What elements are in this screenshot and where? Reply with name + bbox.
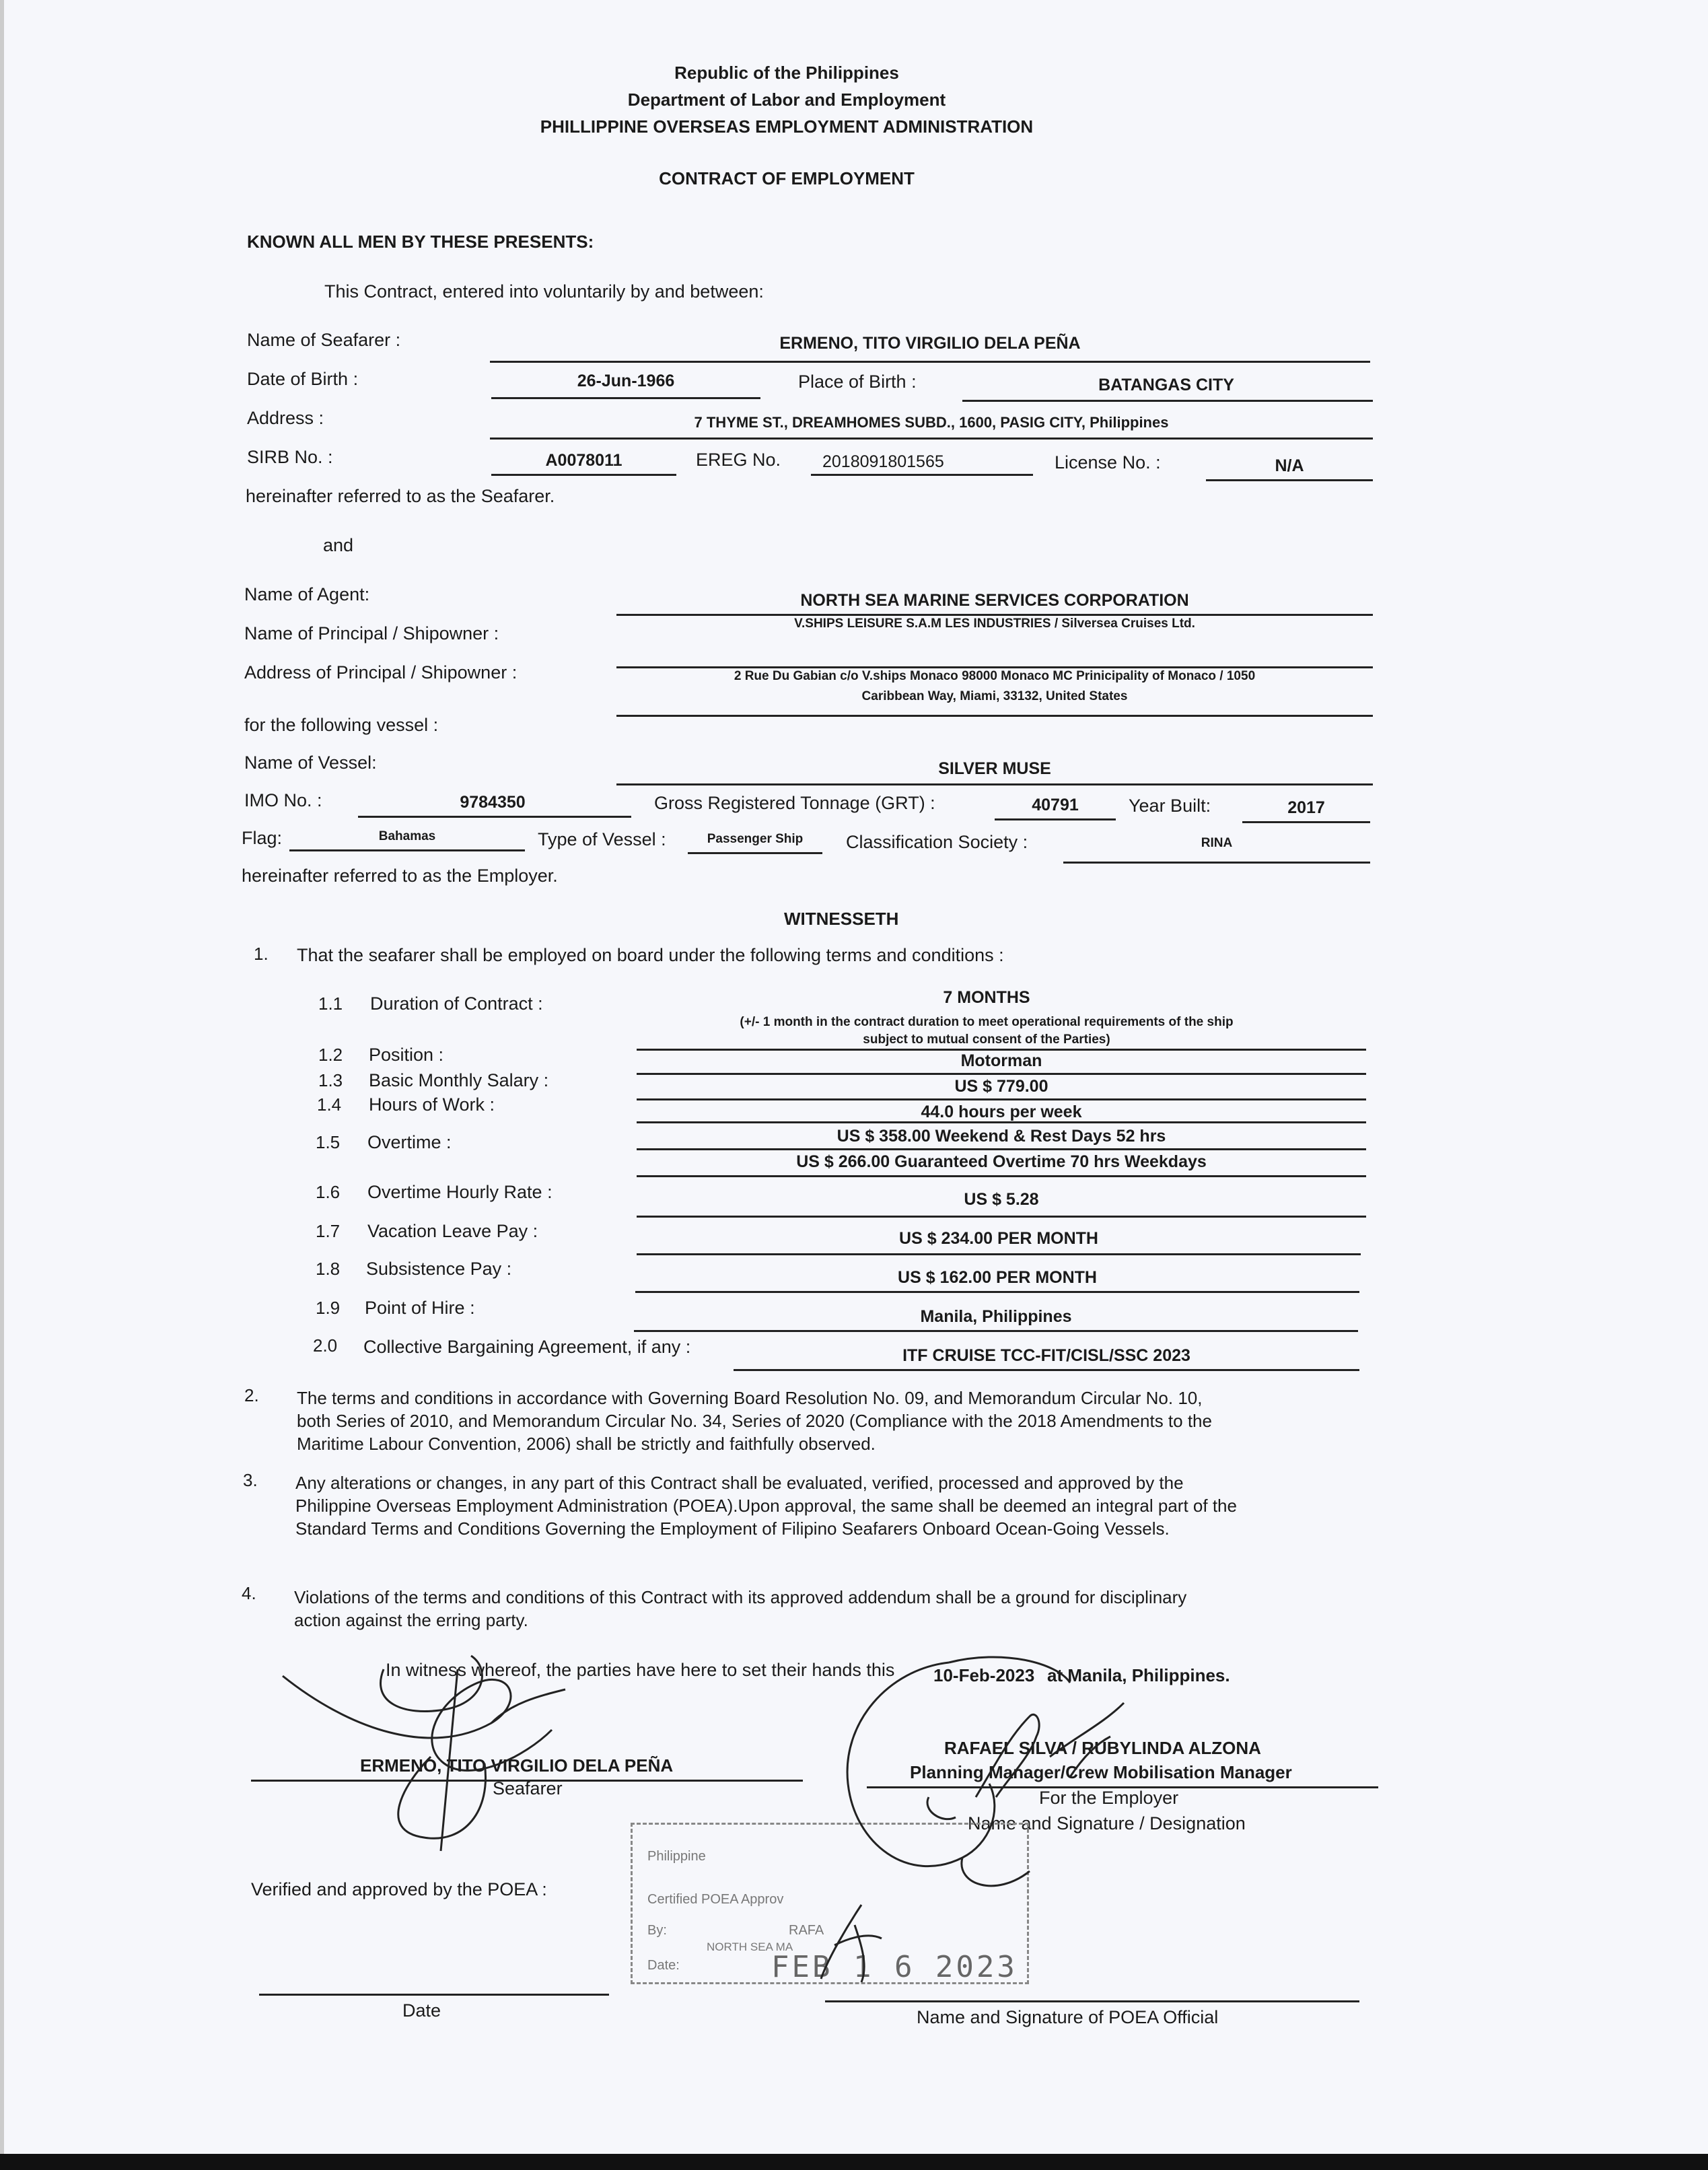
- field-line: [490, 438, 1373, 440]
- field-line: [637, 1121, 1366, 1123]
- contract-intro: This Contract, entered into voluntarily by and between:: [324, 281, 764, 302]
- duration-note-1: (+/- 1 month in the contract duration to meet operational requirements of the ship: [740, 1015, 1234, 1029]
- signing-date: 10-Feb-2023: [933, 1665, 1035, 1685]
- license-value: N/A: [1275, 456, 1304, 475]
- pob-label: Place of Birth :: [798, 372, 917, 392]
- stamp-line: NORTH SEA MA: [707, 1940, 793, 1953]
- principal-address-label: Address of Principal / Shipowner :: [244, 662, 518, 682]
- stamp-line: RAFA: [789, 1923, 824, 1938]
- item-3-number: 3.: [243, 1470, 258, 1490]
- item-4-text: Violations of the terms and conditions of this Contract with its approved addendum shall be a ground for disciplinary action against the erring party.: [294, 1587, 1187, 1630]
- field-line: [637, 1098, 1366, 1100]
- imo-label: IMO No. :: [244, 790, 322, 810]
- stamp-signature: [808, 1898, 895, 1986]
- header-dole: Department of Labor and Employment: [627, 90, 946, 110]
- seafarer-name-label: Name of Seafarer :: [247, 330, 401, 350]
- poea-official-label: Name and Signature of POEA Official: [917, 2007, 1219, 2027]
- term-label: Overtime Hourly Rate :: [367, 1182, 553, 1202]
- stamp-date: FEB 1 6 2023: [771, 1950, 1018, 1984]
- seafarer-referred: hereinafter referred to as the Seafarer.: [246, 486, 555, 506]
- verified-by-poea: Verified and approved by the POEA :: [251, 1879, 547, 1899]
- term-number: 1.9: [316, 1298, 341, 1318]
- grt-label: Gross Registered Tonnage (GRT) :: [654, 793, 935, 813]
- grt-value: 40791: [1032, 796, 1079, 814]
- imo-value: 9784350: [460, 793, 526, 812]
- year-value: 2017: [1287, 798, 1325, 817]
- seafarer-signatory-name: ERMENO, TITO VIRGILIO DELA PEÑA: [360, 1755, 674, 1776]
- employer-signatory-names: RAFAEL SILVA / RUBYLINDA ALZONA: [944, 1738, 1261, 1758]
- field-line: [734, 1369, 1359, 1371]
- field-line: [637, 1253, 1361, 1255]
- dob-label: Date of Birth :: [247, 369, 359, 389]
- stamp-line: Certified POEA Approv: [647, 1892, 784, 1907]
- known-all-men: KNOWN ALL MEN BY THESE PRESENTS:: [247, 232, 594, 252]
- term-label: Overtime :: [367, 1132, 452, 1152]
- term-value: 7 MONTHS: [943, 988, 1030, 1007]
- field-line: [616, 666, 1373, 668]
- for-employer: For the Employer: [1039, 1788, 1179, 1808]
- ereg-label: EREG No.: [696, 450, 781, 470]
- field-line: [688, 852, 822, 854]
- term-value: 44.0 hours per week: [921, 1102, 1082, 1121]
- sirb-label: SIRB No. :: [247, 447, 333, 467]
- item-3-text: Any alterations or changes, in any part of this Contract shall be evaluated, verified, processed and approved by the Philippine Overseas Employment Administration (POEA).Upon approval, the same shall be deemed an integral part of the Standard Terms and Conditions Governing the Employment of Filipino Seafarers Onboard Ocean-Going Vessels.: [295, 1473, 1237, 1539]
- vessel-type-value: Passenger Ship: [707, 832, 804, 846]
- term-number: 1.7: [316, 1221, 341, 1241]
- field-line: [491, 474, 676, 476]
- overtime-guaranteed: US $ 266.00 Guaranteed Overtime 70 hrs Weekdays: [796, 1152, 1207, 1171]
- field-line: [962, 400, 1373, 402]
- witnesseth-title: WITNESSETH: [784, 909, 899, 929]
- vessel-type-label: Type of Vessel :: [538, 829, 666, 849]
- agent-value: NORTH SEA MARINE SERVICES CORPORATION: [800, 591, 1189, 610]
- scan-edge: [0, 0, 4, 2170]
- stamp-line: By:: [647, 1923, 667, 1938]
- vessel-intro: for the following vessel :: [244, 715, 439, 735]
- term-number: 1.6: [316, 1182, 341, 1202]
- term-label: Vacation Leave Pay :: [367, 1221, 538, 1241]
- term-value: US $ 162.00 PER MONTH: [898, 1268, 1097, 1287]
- field-line: [637, 1049, 1366, 1051]
- term-value: US $ 779.00: [954, 1077, 1048, 1096]
- field-line: [637, 1073, 1366, 1075]
- principal-value: V.SHIPS LEISURE S.A.M LES INDUSTRIES / Silversea Cruises Ltd.: [794, 617, 1195, 631]
- term-label: Basic Monthly Salary :: [369, 1070, 549, 1090]
- item-2-text: The terms and conditions in accordance with Governing Board Resolution No. 09, and Memorandum Circular No. 10, both Series of 2010, and Memorandum Circular No. 34, Series of 2020 (Compliance with the 2018 Amendments to the Maritime Labour Convention, 2006) shall be strictly and faithfully observed.: [297, 1388, 1212, 1454]
- and-text: and: [323, 535, 354, 555]
- employer-referred: hereinafter referred to as the Employer.: [242, 866, 558, 886]
- stamp-line: Date:: [647, 1958, 680, 1973]
- field-line: [637, 1148, 1366, 1150]
- term-number: 1.4: [317, 1094, 342, 1115]
- field-line: [634, 1330, 1358, 1332]
- signing-place: at Manila, Philippines.: [1047, 1665, 1230, 1685]
- employer-initials: [969, 1696, 1144, 1844]
- term-label: Duration of Contract :: [370, 993, 543, 1014]
- date-line: [259, 1994, 609, 1996]
- field-line: [490, 361, 1370, 363]
- date-label: Date: [402, 2000, 441, 2021]
- name-signature-designation: Name and Signature / Designation: [968, 1813, 1246, 1833]
- address-value: 7 THYME ST., DREAMHOMES SUBD., 1600, PASIG CITY, Philippines: [694, 414, 1169, 431]
- dob-value: 26-Jun-1966: [577, 372, 675, 390]
- field-line: [1063, 862, 1370, 864]
- seafarer-role: Seafarer: [493, 1778, 563, 1798]
- year-label: Year Built:: [1129, 796, 1211, 816]
- item-1-number: 1.: [254, 944, 269, 964]
- item-4-number: 4.: [242, 1583, 256, 1603]
- class-label: Classification Society :: [846, 832, 1028, 852]
- flag-label: Flag:: [242, 828, 283, 848]
- field-line: [289, 849, 525, 851]
- term-label: Hours of Work :: [369, 1094, 495, 1115]
- ereg-value: 2018091801565: [822, 452, 944, 471]
- field-line: [616, 614, 1373, 616]
- term-value: US $ 234.00 PER MONTH: [899, 1229, 1098, 1248]
- item-1-text: That the seafarer shall be employed on board under the following terms and conditions :: [297, 945, 1004, 965]
- principal-address-1: 2 Rue Du Gabian c/o V.ships Monaco 98000 Monaco MC Prinicipality of Monaco / 1050: [734, 669, 1256, 683]
- field-line: [637, 1175, 1366, 1177]
- field-line: [635, 1291, 1359, 1293]
- field-line: [637, 1216, 1366, 1218]
- sirb-value: A0078011: [545, 451, 622, 470]
- header-republic: Republic of the Philippines: [674, 63, 899, 83]
- poea-official-line: [825, 2000, 1359, 2002]
- page-title: CONTRACT OF EMPLOYMENT: [659, 168, 915, 188]
- term-number: 1.3: [318, 1070, 343, 1090]
- field-line: [811, 474, 1033, 476]
- field-line: [616, 783, 1373, 785]
- witness-text: In witness whereof, the parties have here to set their hands this: [386, 1660, 895, 1680]
- scan-bottom-edge: [0, 2154, 1708, 2170]
- seafarer-name: ERMENO, TITO VIRGILIO DELA PEÑA: [779, 334, 1081, 353]
- pob-value: BATANGAS CITY: [1098, 376, 1234, 394]
- address-label: Address :: [247, 408, 324, 428]
- flag-value: Bahamas: [378, 829, 436, 843]
- term-label: Subsistence Pay :: [366, 1259, 512, 1279]
- term-value: US $ 358.00 Weekend & Rest Days 52 hrs: [837, 1127, 1166, 1146]
- term-label: Point of Hire :: [365, 1298, 475, 1318]
- field-line: [995, 818, 1116, 820]
- stamp-line: Philippine: [647, 1849, 706, 1864]
- employer-signatory-titles: Planning Manager/Crew Mobilisation Manager: [910, 1762, 1292, 1782]
- term-number: 1.8: [316, 1259, 341, 1279]
- principal-address-2: Caribbean Way, Miami, 33132, United States: [861, 689, 1128, 703]
- term-number: 2.0: [313, 1335, 338, 1356]
- term-value: Manila, Philippines: [920, 1307, 1072, 1326]
- duration-note-2: subject to mutual consent of the Parties): [863, 1032, 1110, 1047]
- field-line: [491, 397, 760, 399]
- item-2-number: 2.: [244, 1385, 259, 1405]
- term-number: 1.2: [318, 1045, 343, 1065]
- term-value: ITF CRUISE TCC-FIT/CISL/SSC 2023: [902, 1346, 1190, 1365]
- field-line: [358, 816, 631, 818]
- term-label: Collective Bargaining Agreement, if any :: [363, 1337, 691, 1357]
- license-label: License No. :: [1055, 452, 1161, 473]
- field-line: [1242, 821, 1370, 823]
- principal-label: Name of Principal / Shipowner :: [244, 623, 499, 643]
- field-line: [616, 715, 1373, 717]
- vessel-value: SILVER MUSE: [938, 759, 1051, 778]
- header-poea: PHILLIPPINE OVERSEAS EMPLOYMENT ADMINISTRATION: [540, 116, 1034, 137]
- term-value: Motorman: [960, 1051, 1042, 1070]
- term-number: 1.5: [316, 1132, 341, 1152]
- term-label: Position :: [369, 1045, 444, 1065]
- field-line: [1206, 479, 1373, 481]
- seafarer-signature: [269, 1629, 646, 1885]
- term-number: 1.1: [318, 993, 343, 1014]
- term-value: US $ 5.28: [964, 1190, 1039, 1209]
- class-value: RINA: [1201, 836, 1233, 850]
- vessel-label: Name of Vessel:: [244, 753, 377, 773]
- agent-label: Name of Agent:: [244, 584, 370, 604]
